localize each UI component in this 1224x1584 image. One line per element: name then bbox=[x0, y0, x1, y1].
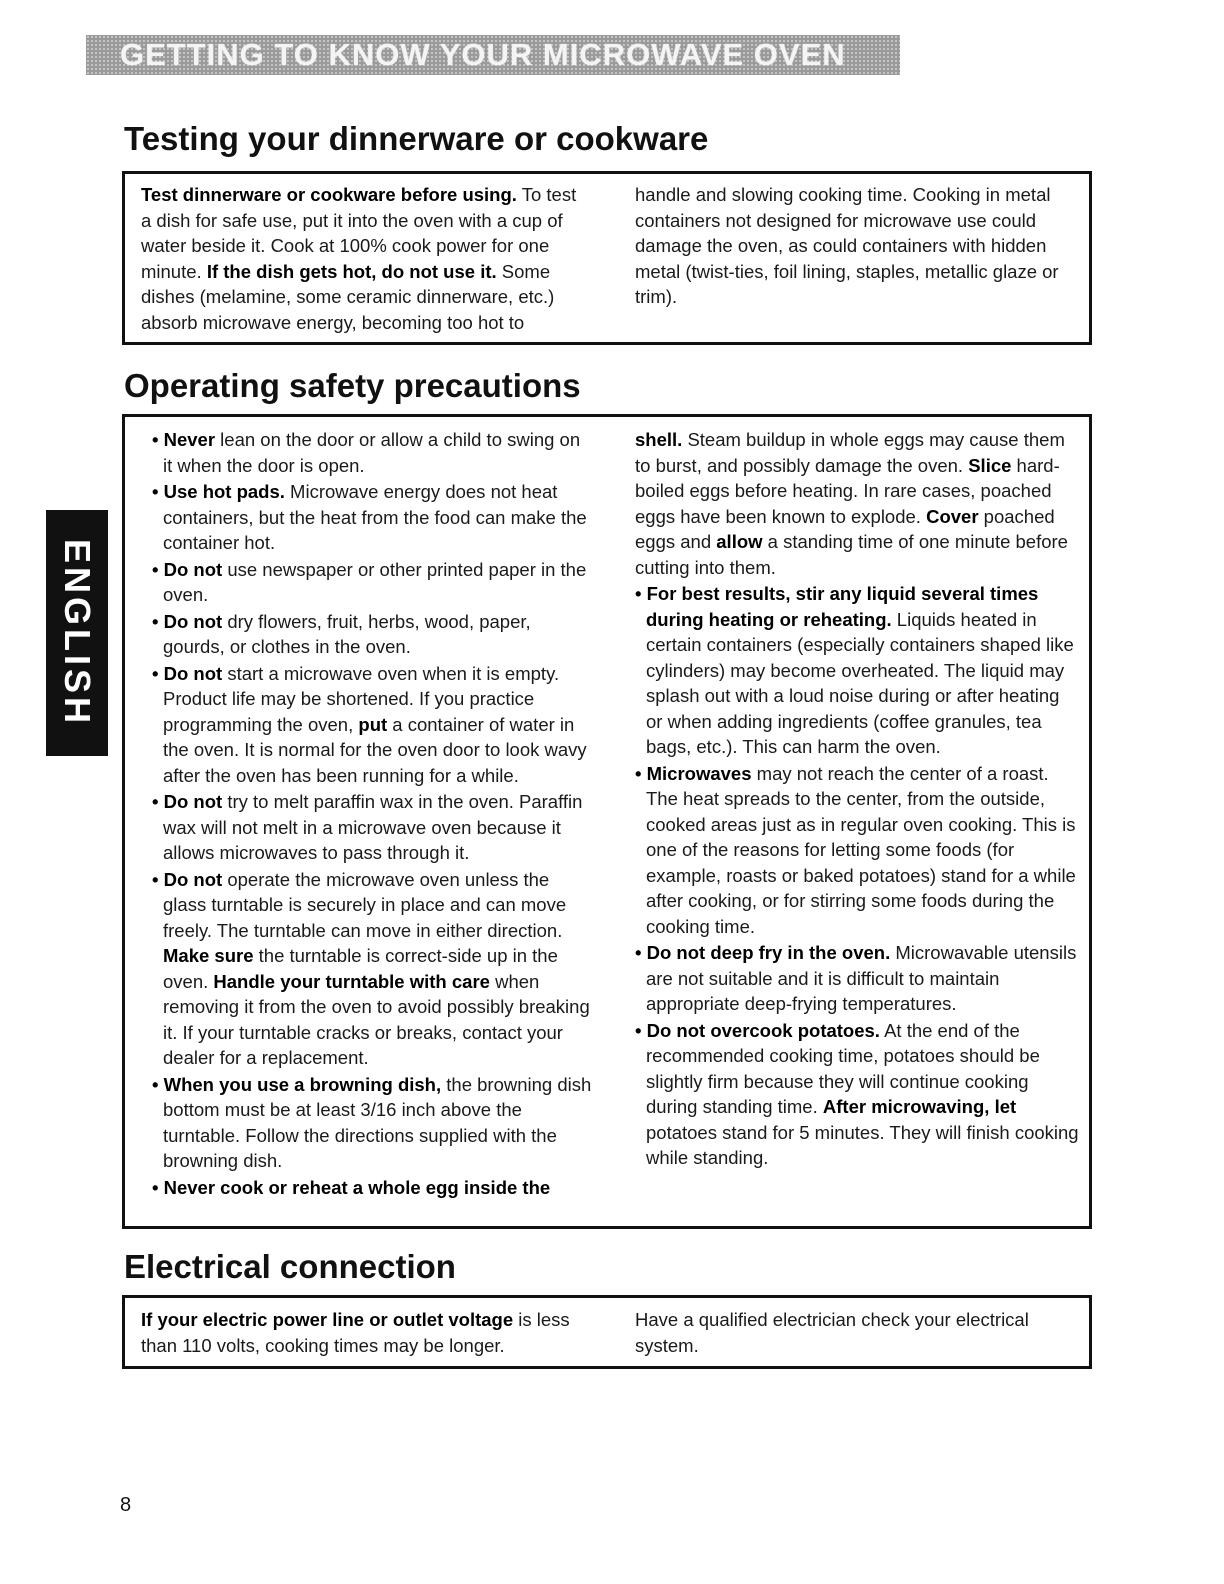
bullet-text: a standing time of one minute before cutting into them. bbox=[635, 531, 1068, 578]
electrical-paragraph-cont: Have a qualified electrician check your electrical system. bbox=[635, 1309, 1029, 1356]
bullet-lead: • Do not overcook potatoes. bbox=[635, 1019, 880, 1041]
bullet-text: when removing it from the oven to avoid possibly breaking it. If your turntable cracks or breaks, contact your dealer for a replacement. bbox=[163, 970, 590, 1068]
language-side-tab bbox=[46, 510, 108, 756]
bullet-text: start a microwave oven when it is empty. Product life may be shortened. If you practice programming the oven, bbox=[163, 662, 560, 735]
bullet-lead: • Do not bbox=[152, 662, 223, 684]
section-banner bbox=[86, 35, 900, 75]
bullet-lead: • Microwaves bbox=[635, 762, 752, 784]
bullet-empty-oven bbox=[152, 661, 592, 789]
bullet-lead: • When you use a browning dish, bbox=[152, 1073, 442, 1095]
bullet-text: poached eggs and bbox=[635, 505, 1055, 552]
bullet-emphasis: put bbox=[358, 713, 388, 735]
heading-testing-dinnerware: Testing your dinnerware or cookware bbox=[124, 120, 709, 157]
bullet-text: may not reach the center of a roast. The heat spreads to the center, from the outside, cooked areas just as in regular oven cooking. This is one of the reasons for letting some foods (for example, roasts or baked potatoes) stand for a while after cooking, or for stirring some foods during the cooking time. bbox=[646, 762, 1076, 937]
bullet-text: try to melt paraffin wax in the oven. Paraffin wax will not melt in a microwave oven because it allows microwaves to pass through it. bbox=[163, 791, 583, 863]
electrical-paragraph bbox=[141, 1307, 591, 1358]
bullet-text: Microwave energy does not heat containers, but the heat from the food can make the container hot. bbox=[163, 481, 587, 553]
testing-left-column bbox=[141, 182, 591, 335]
bullet-text: operate the microwave oven unless the glass turntable is securely in place and can move freely. The turntable can move in either direction. bbox=[163, 868, 567, 941]
bullet-paraffin bbox=[152, 789, 592, 866]
banner-text: GETTING TO KNOW YOUR MICROWAVE OVEN bbox=[120, 37, 846, 72]
bullet-text: At the end of the recommended cooking time, potatoes should be slightly firm because they will continue cooking during standing time. bbox=[646, 1019, 1040, 1117]
bullet-never-lean bbox=[152, 427, 592, 478]
box-testing-dinnerware bbox=[122, 171, 1092, 345]
bullet-lead: • Never cook or reheat a whole egg inside the bbox=[152, 1176, 551, 1198]
safety-right-column bbox=[635, 427, 1080, 1172]
bullet-text: Microwavable utensils are not suitable and it is difficult to maintain appropriate deep-frying temperatures. bbox=[646, 942, 1077, 1014]
testing-paragraph bbox=[141, 182, 591, 335]
electrical-text: is less than 110 volts, cooking times may be longer. bbox=[141, 1309, 570, 1356]
bullet-stir-liquid bbox=[635, 581, 1080, 760]
bullet-lead: shell. bbox=[635, 429, 683, 450]
bullet-text: lean on the door or allow a child to swing on it when the door is open. bbox=[163, 429, 581, 476]
side-tab-label: ENGLISH bbox=[57, 538, 98, 728]
bullet-lead: • Do not bbox=[152, 558, 223, 580]
electrical-lead: If your electric power line or outlet voltage bbox=[141, 1309, 514, 1330]
egg-shell-continuation bbox=[635, 427, 1080, 580]
bullet-microwaves-roast bbox=[635, 761, 1080, 940]
bullet-lead: • Do not bbox=[152, 610, 223, 632]
bullet-lead: • Use hot pads. bbox=[152, 481, 285, 502]
bullet-emphasis: Make sure bbox=[163, 945, 254, 966]
bullet-dry-flowers bbox=[152, 609, 592, 660]
bullet-emphasis: Handle your turntable with care bbox=[213, 970, 490, 992]
electrical-right-column bbox=[635, 1307, 1080, 1358]
bullet-lead: • For best results, stir any liquid several times during heating or reheating. bbox=[635, 583, 1039, 630]
bullet-newspaper bbox=[152, 557, 592, 608]
bullet-text: hard-boiled eggs before heating. In rare cases, poached eggs have been known to explode. bbox=[635, 454, 1060, 527]
testing-text-1: To test a dish for safe use, put it into the oven with a cup of water beside it. Cook at 100% cook power for one minute. bbox=[141, 184, 577, 282]
bullet-text: potatoes stand for 5 minutes. They will finish cooking while standing. bbox=[646, 1121, 1079, 1168]
bullet-browning-dish bbox=[152, 1072, 592, 1174]
testing-lead: Test dinnerware or cookware before using. bbox=[141, 184, 517, 205]
safety-left-column bbox=[152, 427, 592, 1201]
testing-text-2: Some dishes (melamine, some ceramic dinnerware, etc.) absorb microwave energy, becoming too hot to bbox=[141, 260, 555, 333]
box-electrical-connection bbox=[122, 1295, 1092, 1369]
bullet-turntable bbox=[152, 867, 592, 1071]
bullet-text: use newspaper or other printed paper in the oven. bbox=[163, 558, 587, 605]
bullet-text: Liquids heated in certain containers (especially containers shaped like cylinders) may become overheated. The liquid may splash out with a loud noise during or after heating or when adding ingredients (coffee granules, tea bags, etc.). This can harm the oven. bbox=[646, 608, 1074, 757]
bullet-text: Steam buildup in whole eggs may cause them to burst, and possibly damage the oven. bbox=[635, 429, 1065, 476]
bullet-whole-egg bbox=[152, 1175, 592, 1201]
box-operating-safety bbox=[122, 414, 1092, 1229]
heading-electrical-connection: Electrical connection bbox=[124, 1248, 456, 1285]
bullet-text: a container of water in the oven. It is normal for the oven door to look wavy after the oven has been running for a while. bbox=[163, 713, 587, 786]
bullet-emphasis: allow bbox=[716, 531, 763, 552]
bullet-emphasis: After microwaving, let bbox=[822, 1096, 1017, 1117]
bullet-lead: • Do not bbox=[152, 791, 223, 812]
page-number: 8 bbox=[120, 1494, 132, 1516]
bullet-hot-pads bbox=[152, 479, 592, 556]
bullet-lead: • Do not deep fry in the oven. bbox=[635, 942, 891, 963]
bullet-text: the browning dish bottom must be at least 3/16 inch above the turntable. Follow the directions supplied with the browning dish. bbox=[163, 1073, 592, 1171]
electrical-left-column bbox=[141, 1307, 591, 1358]
bullet-emphasis: Cover bbox=[926, 505, 979, 527]
bullet-lead: • Do not bbox=[152, 868, 223, 890]
testing-right-column bbox=[635, 182, 1080, 310]
bullet-emphasis: Slice bbox=[968, 454, 1012, 476]
bullet-text: the turntable is correct-side up in the oven. bbox=[163, 945, 558, 992]
heading-operating-safety: Operating safety precautions bbox=[124, 367, 581, 404]
bullet-deep-fry bbox=[635, 940, 1080, 1017]
testing-warning: If the dish gets hot, do not use it. bbox=[206, 260, 497, 282]
bullet-text: dry flowers, fruit, herbs, wood, paper, gourds, or clothes in the oven. bbox=[163, 610, 531, 657]
bullet-lead: • Never bbox=[152, 429, 216, 450]
bullet-overcook-potatoes bbox=[635, 1018, 1080, 1171]
testing-paragraph-cont: handle and slowing cooking time. Cooking in metal containers not designed for microwave use could damage the oven, as could containers with hidden metal (twist-ties, foil lining, staples, metallic glaze or trim). bbox=[635, 184, 1059, 307]
